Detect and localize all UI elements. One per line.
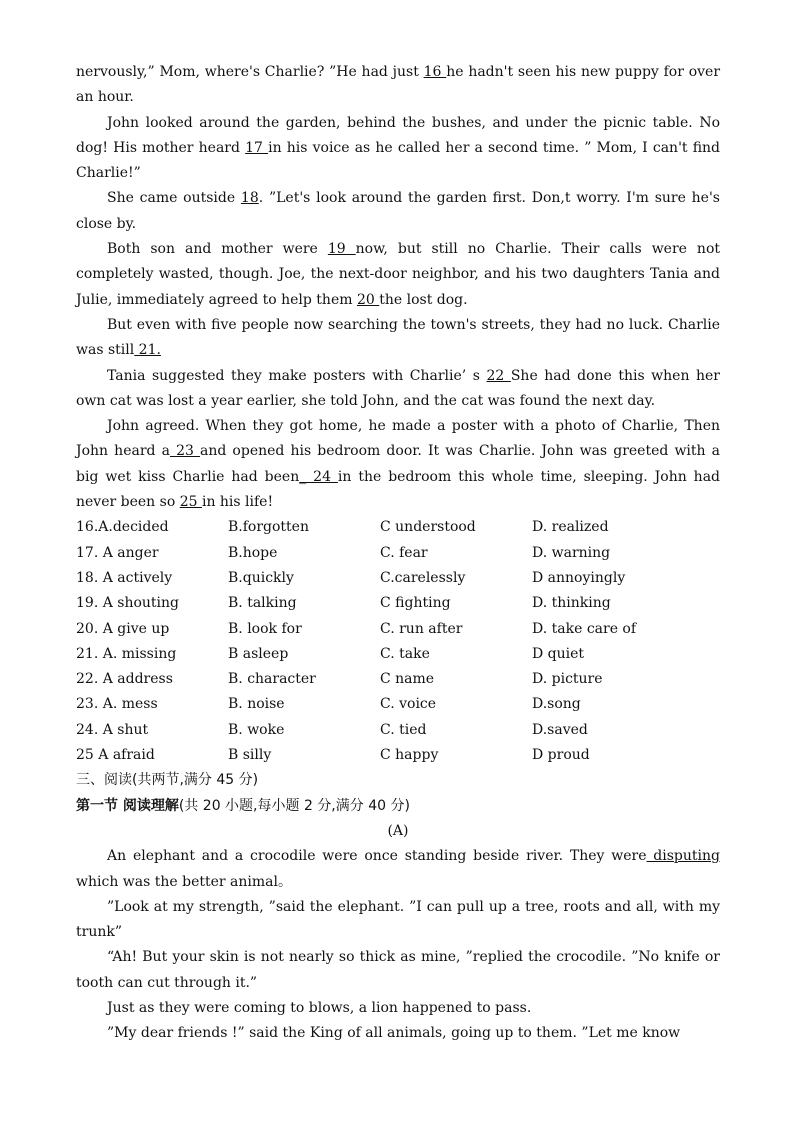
passage-label: (A)	[387, 822, 409, 839]
blank-19: 19	[327, 241, 356, 258]
option-row-25: 25 A afraid B silly C happy D proud	[76, 747, 590, 764]
passage-paragraph-3: She came outside 18. ”Let's look around the garden first. Don,t worry. I'm sure he's close by.	[76, 190, 720, 232]
options-table	[76, 515, 720, 768]
option-row-17: 17. A anger B.hope C. fear D. warning	[76, 544, 611, 561]
option-row-19: 19. A shouting B. talking C fighting D. thinking	[76, 595, 611, 612]
blank-17: 17	[245, 139, 269, 156]
blank-16: 16	[423, 64, 447, 80]
blank-21: 21.	[134, 342, 161, 359]
blank-18: 18	[240, 190, 259, 207]
section-title: 三、阅读(共两节,满分 45 分)	[76, 772, 259, 789]
passage-paragraph-6: Tania suggested they make posters with Charlie’ s 22 She had done this when her own cat was lost a year earlier, she told John, and the cat was found the next day.	[76, 367, 721, 409]
blank-22: 22	[486, 367, 511, 384]
underlined-word-disputing: disputing	[646, 848, 720, 865]
option-row-16: 16.A.decided B.forgotten C understood D. realized	[76, 519, 609, 536]
option-row-18: 18. A actively B.quickly C.carelessly D annoyingly	[76, 569, 626, 586]
reading-paragraph-2: ”Look at my strength, ”said the elephant. ”I can pull up a tree, roots and all, with my trunk”	[76, 898, 720, 941]
reading-paragraph-5: ”My dear friends !” said the King of all animals, going up to them. ”Let me know	[107, 1025, 681, 1042]
option-row-22: 22. A address B. character C name D. picture	[76, 671, 603, 688]
passage-paragraph-5: But even with five people now searching the town's streets, they had no luck. Charlie was still 21.	[76, 316, 720, 359]
passage-paragraph-2: John looked around the garden, behind the bushes, and under the picnic table. No dog! His mother heard 17 in his voice as he called her a second time. ” Mom, I can't find Charlie!”	[76, 114, 721, 182]
passage-paragraph-7: John agreed. When they got home, he made a poster with a photo of Charlie, Then John heard a 23 and opened his bedroom door. It was Charlie. John was greeted with a big wet kiss Charlie had been_ 24 in the bedroom this whole time, sleeping. John had never been so 25 in his life!	[76, 418, 721, 511]
reading-paragraph-4: Just as they were coming to blows, a lion happened to pass.	[107, 999, 532, 1016]
reading-paragraph-3: “Ah! But your skin is not nearly so thick as mine, ”replied the crocodile. ”No knife or tooth can cut through it.”	[76, 949, 720, 991]
blank-23: 23	[169, 443, 200, 460]
document-page	[76, 60, 720, 1047]
part-heading: 第一节 阅读理解(共 20 小题,每小题 2 分,满分 40 分)	[76, 797, 410, 814]
option-row-24: 24. A shut B. woke C. tied D.saved	[76, 721, 588, 738]
option-row-23: 23. A. mess B. noise C. voice D.song	[76, 696, 581, 713]
passage-paragraph-1: nervously,” Mom, where's Charlie? ”He had just 16 he hadn't seen his new puppy for over an hour.	[76, 64, 721, 106]
option-row-21: 21. A. missing B asleep C. take D quiet	[76, 645, 585, 662]
blank-25: 25	[179, 494, 202, 511]
reading-paragraph-1: An elephant and a crocodile were once standing beside river. They were disputing which was the better animal。	[76, 848, 720, 890]
blank-20: 20	[356, 291, 380, 308]
passage-paragraph-4: Both son and mother were 19 now, but still no Charlie. Their calls were not completely wasted, though. Joe, the next-door neighbor, and his two daughters Tania and Julie, immediately agreed to help them 20 the lost dog.	[76, 241, 721, 308]
option-row-20: 20. A give up B. look for C. run after D. take care of	[76, 620, 637, 637]
blank-24: _ 24	[299, 468, 338, 485]
